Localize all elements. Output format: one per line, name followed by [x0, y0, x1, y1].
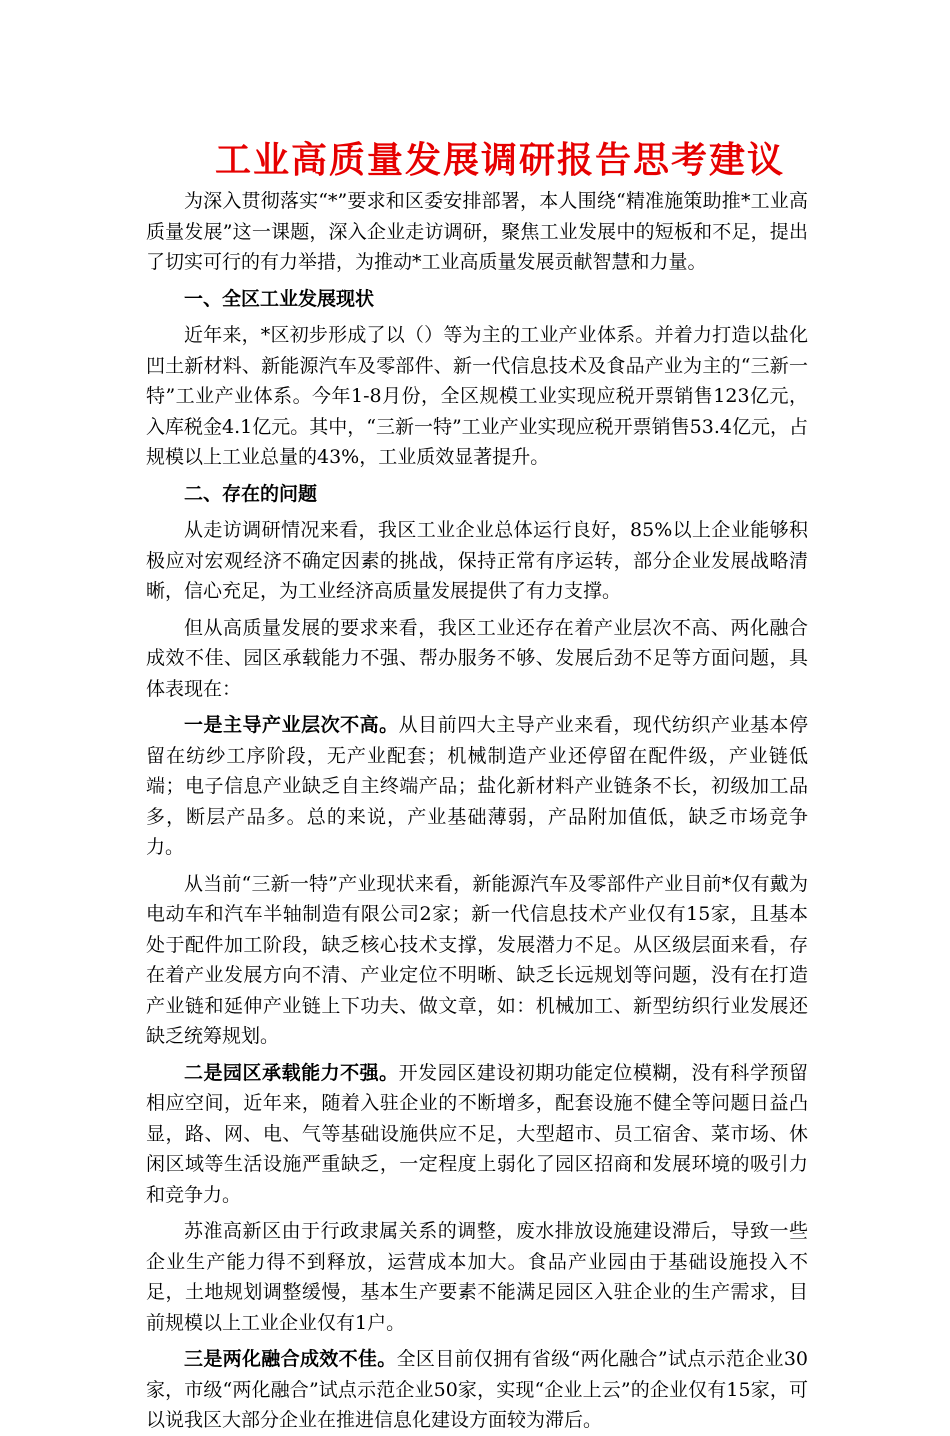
section-heading-problems: 二、存在的问题 — [184, 482, 318, 505]
problem-1-body: 从目前四大主导产业来看，现代纺织产业基本停留在纺纱工序阶段，无产业配套；机械制造产业还停留在配件级，产业链低端；电子信息产业缺乏自主终端产品；盐化新材料产业链条不长，初级加工品多，断层产品多。总的来说，产业基础薄弱，产品附加值低，缺乏市场竞争力。 — [146, 714, 808, 858]
intro-paragraph: 为深入贯彻落实“*”要求和区委安排部署，本人围绕“精准施策助推*工业高质量发展”这一课题，深入企业走访调研，聚焦工业发展中的短板和不足，提出了切实可行的有力举措，为推动*工业高质量发展贡献智慧和力量。 — [146, 190, 808, 273]
problem-3-paragraph — [146, 1344, 808, 1436]
document-title: 工业高质量发展调研报告思考建议 — [214, 139, 785, 181]
problem-2-body: 开发园区建设初期功能定位模糊，没有科学预留相应空间，近年来，随着入驻企业的不断增多，配套设施不健全等问题日益凸显，路、网、电、气等基础设施供应不足，大型超市、员工宿舍、菜市场、休闲区域等生活设施严重缺乏，一定程度上弱化了园区招商和发展环境的吸引力和竞争力。 — [146, 1061, 808, 1206]
document-body — [146, 186, 808, 1436]
problem-1-paragraph — [146, 710, 808, 863]
problems-summary-paragraph: 但从高质量发展的要求来看，我区工业还存在着产业层次不高、两化融合成效不佳、园区承载能力不强、帮办服务不够、发展后劲不足等方面问题，具体表现在： — [146, 616, 808, 700]
status-paragraph: 近年来，*区初步形成了以（）等为主的工业产业体系。并着力打造以盐化凹土新材料、新能源汽车及零部件、新一代信息技术及食品产业为主的“三新一特”工业产业体系。今年1-8月份，全区规模工业实现应税开票销售123亿元，入库税金4.1亿元。其中，“三新一特”工业产业实现应税开票销售53.4亿元，占规模以上工业总量的43%，工业质效显著提升。 — [146, 324, 808, 468]
problem-3-body: 全区目前仅拥有省级“两化融合”试点示范企业30家，市级“两化融合”试点示范企业50家，实现“企业上云”的企业仅有15家，可以说我区大部分企业在推进信息化建设方面较为滞后。 — [146, 1348, 808, 1431]
problem-1-detail-paragraph: 从当前“三新一特”产业现状来看，新能源汽车及零部件产业目前*仅有戴为电动车和汽车半轴制造有限公司2家；新一代信息技术产业仅有15家，且基本处于配件加工阶段，缺乏核心技术支撑，发展潜力不足。从区级层面来看，存在着产业发展方向不清、产业定位不明晰、缺乏长远规划等问题，没有在打造产业链和延伸产业链上下功夫、做文章，如：机械加工、新型纺织行业发展还缺乏统筹规划。 — [146, 872, 808, 1047]
problems-overview-paragraph: 从走访调研情况来看，我区工业企业总体运行良好，85%以上企业能够积极应对宏观经济不确定因素的挑战，保持正常有序运转，部分企业发展战略清晰，信心充足，为工业经济高质量发展提供了有力支撑。 — [146, 519, 808, 602]
problem-2-lead: 二是园区承载能力不强。 — [184, 1061, 399, 1084]
section-heading-status: 一、全区工业发展现状 — [184, 287, 375, 310]
problem-1-lead: 一是主导产业层次不高。 — [184, 714, 399, 736]
problem-3-lead: 三是两化融合成效不佳。 — [184, 1348, 397, 1370]
problem-2-detail-paragraph: 苏淮高新区由于行政隶属关系的调整，废水排放设施建设滞后，导致一些企业生产能力得不到释放，运营成本加大。食品产业园由于基础设施投入不足，土地规划调整缓慢，基本生产要素不能满足园区入驻企业的生产需求，目前规模以上工业企业仅有1户。 — [146, 1220, 808, 1334]
problem-2-paragraph — [146, 1058, 808, 1211]
